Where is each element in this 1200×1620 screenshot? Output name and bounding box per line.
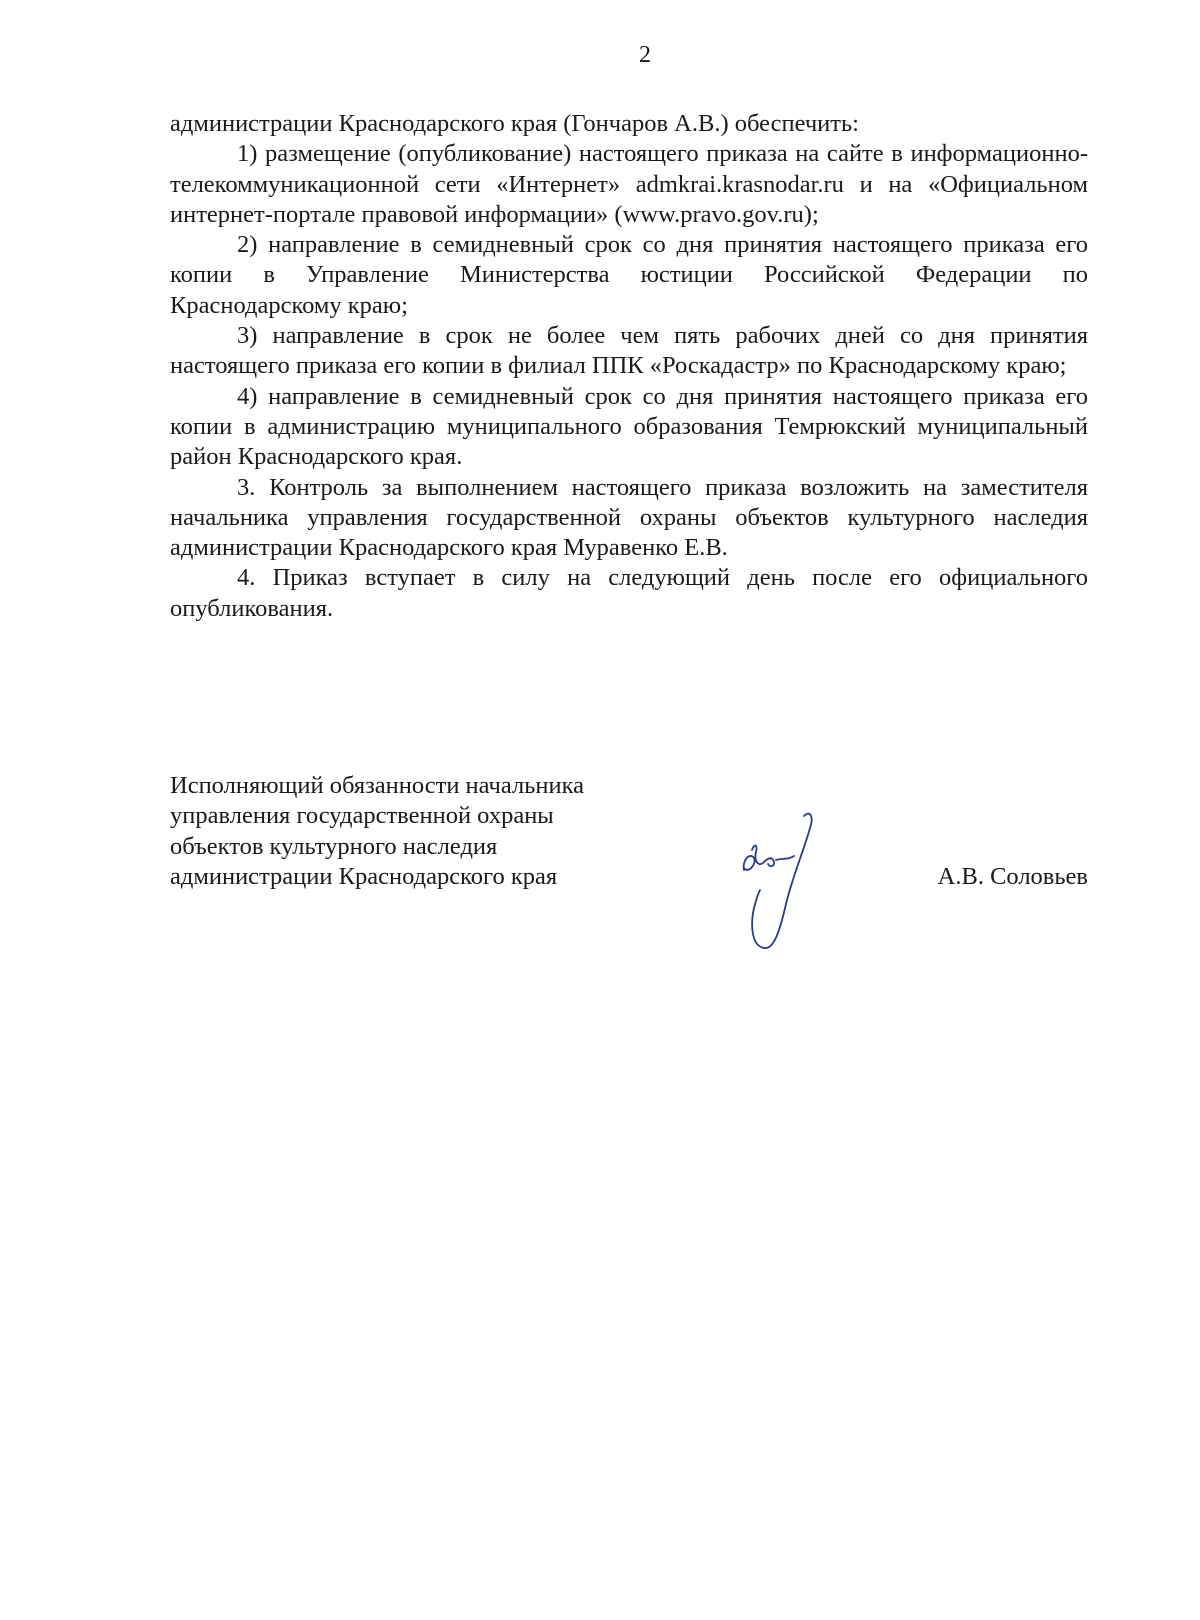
signer-position-line: управления государственной охраны (170, 802, 554, 830)
paragraph-item-1-part-1: 1) размещение (опубликование) настоящего приказа на сайте в информационно-телекоммуникационной сети «Интернет» (170, 140, 1088, 198)
signer-position (170, 771, 690, 892)
paragraph-intro: администрации Краснодарского края (Гончаров А.В.) обеспечить: (170, 110, 859, 137)
page-number: 2 (639, 42, 651, 68)
paragraph-item-2: 2) направление в семидневный срок со дня принятия настоящего приказа его копии в Управление Министерства юстиции Российской Федерации по Краснодарскому краю; (170, 231, 1088, 319)
signer-position-line: объектов культурного наследия (170, 832, 498, 860)
paragraph-effective-date: 4. Приказ вступает в силу на следующий день после его официального опубликования. (170, 564, 1088, 622)
paragraph-control: 3. Контроль за выполнением настоящего приказа возложить на заместителя начальника управления государственной охраны объектов культурного наследия администрации Краснодарского края Муравенко Е.В. (170, 473, 1088, 562)
paragraph-item-1-part-2: admkrai.krasnodar.ru и на «Официальном интернет-портале правовой информации» (www.pravo.gov.ru); (170, 170, 1089, 228)
document-body (170, 109, 1088, 624)
signer-name: А.В. Соловьев (937, 863, 1088, 890)
paragraph-item-1 (170, 139, 1088, 230)
signer-position-line: Исполняющий обязанности начальника (170, 772, 584, 799)
paragraph-item-3: 3) направление в срок не более чем пять рабочих дней со дня принятия настоящего приказа его копии в филиал ППК «Роскадастр» по Краснодарскому краю; (170, 322, 1088, 380)
signer-position-line: администрации Краснодарского края (170, 862, 558, 890)
handwritten-signature (730, 808, 830, 958)
paragraph-item-4: 4) направление в семидневный срок со дня принятия настоящего приказа его копии в администрацию муниципального образования Темрюкский муниципальный район Краснодарского края. (170, 382, 1088, 471)
